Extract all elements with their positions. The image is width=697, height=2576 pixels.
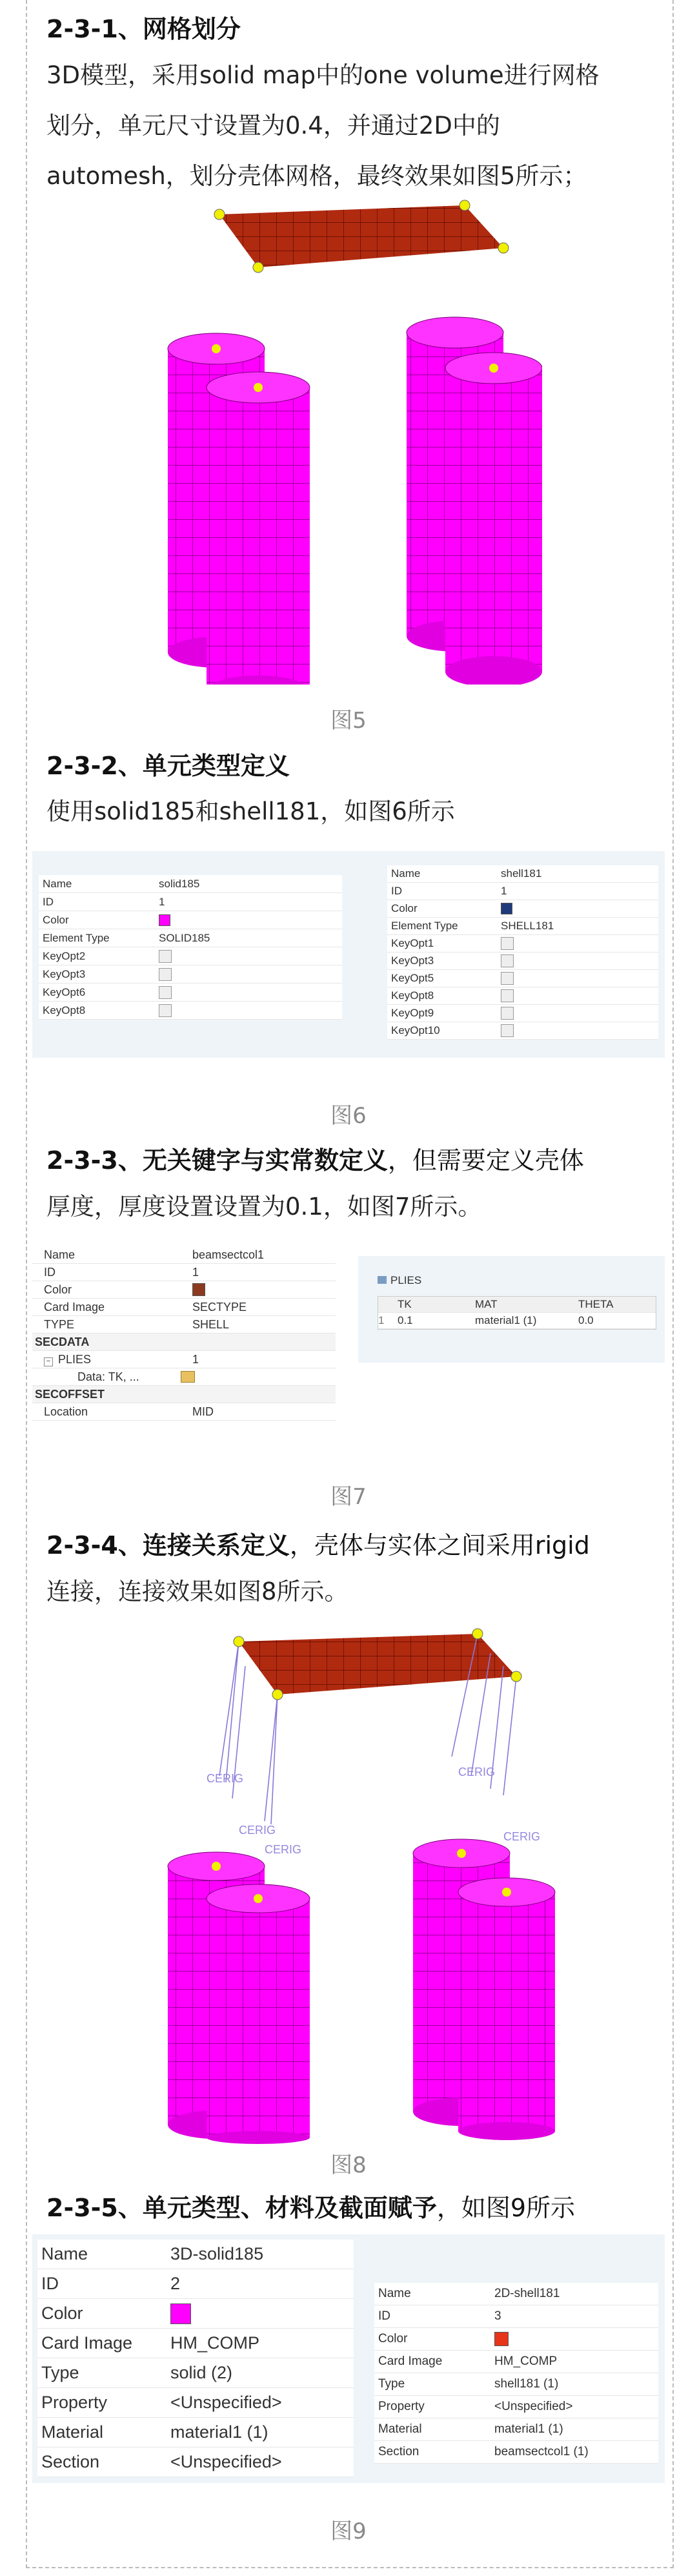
cerig-label: CERIG <box>207 1772 244 1785</box>
property-value[interactable]: 3 <box>494 2309 501 2323</box>
property-key: KeyOpt5 <box>391 972 434 984</box>
property-key: Section <box>41 2452 100 2471</box>
name-value: beamsectcol1 <box>192 1248 265 1261</box>
property-row[interactable] <box>387 1022 658 1040</box>
property-key: Element Type <box>43 931 110 944</box>
keyopt-checkbox[interactable] <box>159 986 172 999</box>
id-key: ID <box>44 1265 56 1279</box>
property-key: ID <box>41 2274 59 2293</box>
property-value[interactable]: 3D-solid185 <box>170 2244 264 2263</box>
section-title-assignment <box>46 2188 575 2223</box>
connection-title-rest: ，壳体与实体之间采用rigid <box>289 1531 590 1560</box>
property-value[interactable]: solid (2) <box>170 2363 233 2382</box>
keyopt-checkbox[interactable] <box>501 989 514 1002</box>
property-row[interactable] <box>37 2418 354 2447</box>
property-row[interactable] <box>37 2240 354 2269</box>
property-key: KeyOpt8 <box>43 1004 86 1016</box>
keyopt-checkbox[interactable] <box>159 950 172 963</box>
property-row[interactable] <box>37 2388 354 2418</box>
property-value[interactable]: 1 <box>159 895 165 908</box>
property-key: KeyOpt1 <box>391 937 434 949</box>
property-key: Name <box>41 2244 88 2263</box>
type-key: TYPE <box>44 1317 75 1331</box>
color-swatch[interactable] <box>192 1283 205 1296</box>
property-key: ID <box>391 885 402 897</box>
property-value[interactable]: 2D-shell181 <box>494 2287 560 2300</box>
property-row[interactable] <box>387 900 658 918</box>
theta-cell[interactable]: 0.0 <box>578 1314 594 1326</box>
property-key: ID <box>43 895 54 908</box>
keyopt-checkbox[interactable] <box>501 937 514 950</box>
plies-panel-title <box>378 1274 421 1287</box>
property-row[interactable] <box>387 1005 658 1022</box>
property-key: Property <box>378 2400 425 2413</box>
fig7-right-plies <box>358 1256 665 1363</box>
property-key: Material <box>378 2422 422 2436</box>
keyopt-checkbox[interactable] <box>501 1024 514 1037</box>
fig6-left-table <box>39 875 342 1020</box>
property-row[interactable] <box>37 2269 354 2299</box>
color-swatch[interactable] <box>170 2303 191 2324</box>
mesh-paragraph <box>46 50 651 201</box>
property-key: Color <box>378 2332 408 2345</box>
property-row[interactable] <box>374 2396 658 2418</box>
solid-cylinders <box>168 1839 555 2144</box>
property-value[interactable]: shell181 (1) <box>494 2377 559 2391</box>
property-row[interactable] <box>39 911 342 929</box>
mesh-line-2: 划分，单元尺寸设置为0.4，并通过2D中的 <box>46 112 500 139</box>
property-row[interactable] <box>39 1002 342 1020</box>
cerig-label: CERIG <box>239 1824 276 1837</box>
property-value[interactable]: <Unspecified> <box>170 2393 282 2412</box>
property-row[interactable] <box>374 2283 658 2305</box>
property-row[interactable] <box>37 2329 354 2358</box>
property-value[interactable]: SOLID185 <box>159 931 210 944</box>
fig7-left-table <box>32 1246 336 1447</box>
property-row[interactable] <box>37 2299 354 2329</box>
theta-header[interactable]: THETA <box>578 1298 614 1310</box>
property-row[interactable] <box>37 2358 354 2388</box>
realconst-paragraph: 厚度，厚度设置设置为0.1，如图7所示。 <box>46 1193 482 1221</box>
mat-header[interactable]: MAT <box>475 1298 498 1310</box>
element-type-paragraph: 使用solid185和shell181，如图6所示 <box>46 798 455 825</box>
keyopt-checkbox[interactable] <box>501 954 514 967</box>
secdata-group-header[interactable]: SECDATA <box>35 1335 90 1348</box>
fig9-left-table <box>37 2240 354 2477</box>
keyopt-checkbox[interactable] <box>501 972 514 985</box>
property-value[interactable]: <Unspecified> <box>494 2400 573 2413</box>
name-key: Name <box>44 1248 76 1261</box>
property-row[interactable] <box>374 2373 658 2396</box>
property-row[interactable] <box>387 935 658 953</box>
property-row[interactable] <box>39 929 342 947</box>
property-row[interactable] <box>39 947 342 965</box>
fig8-model-image <box>142 1627 568 2144</box>
card-image-key: Card Image <box>44 1300 105 1314</box>
data-key: Data: TK, ... <box>77 1370 139 1383</box>
cerig-label: CERIG <box>265 1843 302 1856</box>
id-value: 1 <box>192 1265 199 1279</box>
type-value: SHELL <box>192 1317 230 1331</box>
property-key: Type <box>378 2377 405 2391</box>
property-key: KeyOpt3 <box>43 967 86 980</box>
property-row[interactable] <box>39 965 342 984</box>
property-row[interactable] <box>387 918 658 935</box>
color-swatch[interactable] <box>159 914 170 926</box>
section-title-element-type: 2-3-2、单元类型定义 <box>46 752 290 780</box>
property-key: KeyOpt2 <box>43 949 86 962</box>
property-key: Name <box>378 2287 411 2300</box>
location-value: MID <box>192 1405 214 1418</box>
tk-header[interactable]: TK <box>398 1298 412 1310</box>
property-key: Element Type <box>391 920 458 932</box>
keyopt-checkbox[interactable] <box>159 968 172 981</box>
property-value[interactable]: shell181 <box>501 867 542 880</box>
plies-value: 1 <box>192 1352 199 1366</box>
collapse-icon[interactable]: − <box>44 1357 53 1366</box>
property-key: Section <box>378 2445 419 2458</box>
fig9-right-table <box>374 2283 658 2464</box>
fig6-right-table <box>387 865 658 1040</box>
fig5-caption: 图5 <box>330 708 367 734</box>
plies-key-wrap <box>32 1353 192 1366</box>
property-value[interactable]: 2 <box>170 2274 181 2293</box>
section-title-mesh: 2-3-1、网格划分 <box>46 15 241 43</box>
property-value[interactable]: beamsectcol1 (1) <box>494 2445 589 2458</box>
cerig-label: CERIG <box>458 1766 496 1778</box>
connection-title: 2-3-4、连接关系定义 <box>46 1531 290 1560</box>
property-row[interactable] <box>39 984 342 1002</box>
realconst-title-rest: ，但需要定义壳体 <box>387 1146 584 1175</box>
property-key: Card Image <box>41 2333 133 2353</box>
location-key: Location <box>44 1405 88 1418</box>
property-value[interactable]: material1 (1) <box>494 2422 563 2436</box>
property-value[interactable]: <Unspecified> <box>170 2452 282 2471</box>
property-row[interactable] <box>374 2305 658 2328</box>
mat-cell[interactable]: material1 (1) <box>475 1314 537 1326</box>
property-key: KeyOpt3 <box>391 954 434 967</box>
property-key: Color <box>43 913 69 926</box>
connection-paragraph: 连接，连接效果如图8所示。 <box>46 1578 348 1605</box>
color-key: Color <box>44 1283 72 1296</box>
property-key: Type <box>41 2363 79 2382</box>
plies-key: PLIES <box>58 1352 92 1366</box>
property-key: Property <box>41 2393 108 2412</box>
property-row[interactable] <box>387 970 658 987</box>
property-row[interactable] <box>387 883 658 900</box>
keyopt-checkbox[interactable] <box>501 1007 514 1020</box>
fig6-caption: 图6 <box>330 1103 367 1129</box>
property-key: Color <box>41 2303 83 2323</box>
fig7-caption: 图7 <box>330 1484 367 1510</box>
shell-plate <box>219 205 503 267</box>
property-value[interactable]: HM_COMP <box>494 2354 558 2368</box>
property-row[interactable] <box>374 2441 658 2464</box>
property-row[interactable] <box>39 893 342 911</box>
solid-cylinders <box>168 317 542 685</box>
property-row[interactable] <box>374 2351 658 2373</box>
fig5-model-image <box>142 194 542 685</box>
color-swatch[interactable] <box>494 2332 509 2346</box>
plies-title: PLIES <box>390 1274 422 1286</box>
property-row[interactable] <box>37 2447 354 2477</box>
property-key: Card Image <box>378 2354 443 2368</box>
property-row[interactable] <box>374 2328 658 2351</box>
property-row[interactable] <box>39 875 342 893</box>
property-row[interactable] <box>374 2418 658 2441</box>
tk-cell[interactable]: 0.1 <box>398 1314 413 1326</box>
property-key: Color <box>391 902 418 914</box>
property-key: KeyOpt6 <box>43 985 86 998</box>
secoffset-group-header[interactable]: SECOFFSET <box>35 1387 105 1401</box>
property-key: ID <box>378 2309 390 2323</box>
property-key: KeyOpt9 <box>391 1007 434 1019</box>
section-title-connection <box>46 1525 590 1561</box>
cerig-label: CERIG <box>503 1830 541 1843</box>
mesh-line-3: automesh，划分壳体网格，最终效果如图5所示； <box>46 162 587 190</box>
property-value[interactable]: HM_COMP <box>170 2333 260 2353</box>
fig8-caption: 图8 <box>330 2152 367 2178</box>
row-index: 1 <box>378 1314 385 1326</box>
property-value[interactable]: SHELL181 <box>501 920 554 932</box>
property-key: Name <box>391 867 421 880</box>
section-title-realconst <box>46 1140 584 1176</box>
table-edit-icon[interactable] <box>181 1371 195 1383</box>
color-swatch[interactable] <box>501 903 512 914</box>
property-key: KeyOpt8 <box>391 989 434 1002</box>
property-value[interactable]: solid185 <box>159 877 200 890</box>
shell-plate <box>239 1634 516 1695</box>
keyopt-checkbox[interactable] <box>159 1004 172 1017</box>
property-value[interactable]: material1 (1) <box>170 2422 268 2442</box>
property-row[interactable] <box>387 987 658 1005</box>
card-image-value: SECTYPE <box>192 1300 247 1314</box>
realconst-title: 2-3-3、无关键字与实常数定义 <box>46 1146 388 1175</box>
plies-table <box>378 1296 656 1330</box>
property-row[interactable] <box>387 953 658 970</box>
fig9-caption: 图9 <box>330 2519 367 2544</box>
property-key: Material <box>41 2422 104 2442</box>
mesh-line-1: 3D模型，采用solid map中的one volume进行网格 <box>46 61 600 89</box>
property-key: KeyOpt10 <box>391 1024 440 1036</box>
grid-icon <box>378 1276 387 1284</box>
assignment-title: 2-3-5、单元类型、材料及截面赋予 <box>46 2194 437 2222</box>
property-value[interactable]: 1 <box>501 885 507 897</box>
property-row[interactable] <box>387 865 658 883</box>
assignment-title-rest: ，如图9所示 <box>436 2194 576 2222</box>
property-key: Name <box>43 877 72 890</box>
